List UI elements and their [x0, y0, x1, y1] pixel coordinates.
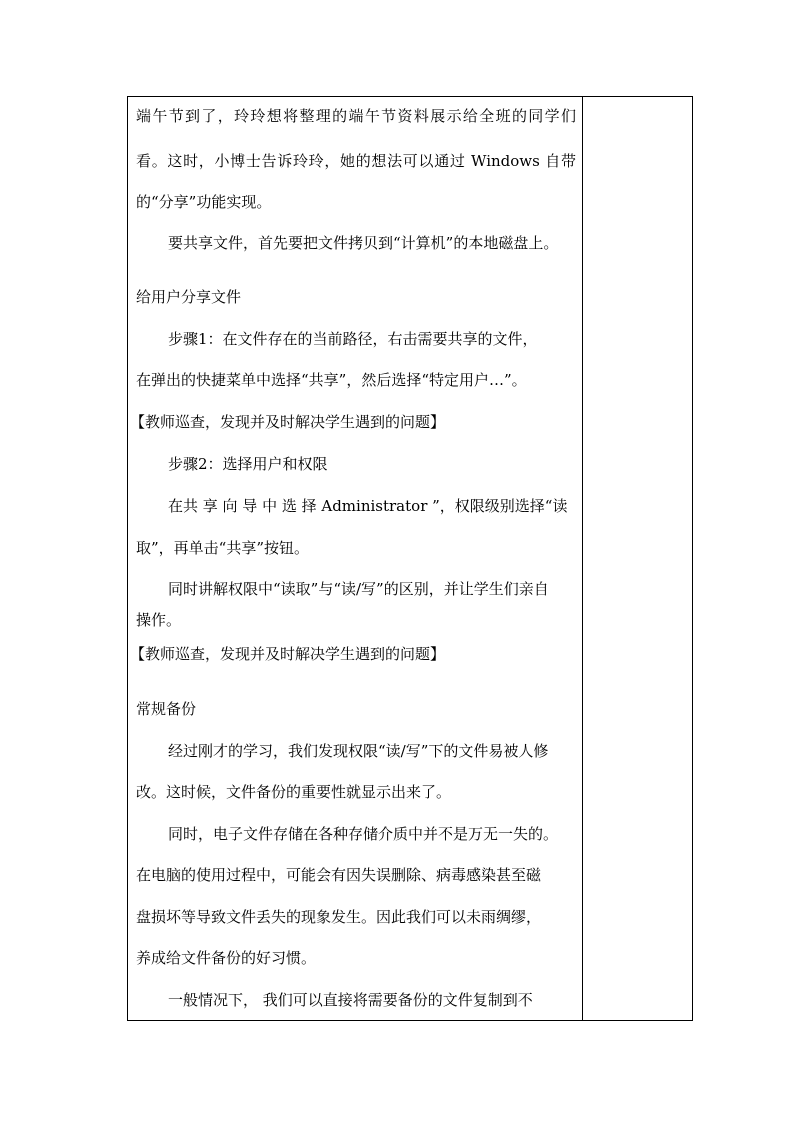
paragraph-line: 一般情况下， 我们可以直接将需要备份的文件复制到不 [168, 991, 533, 1009]
paragraph-line: 经过刚才的学习，我们发现权限“读/写”下的文件易被人修 [168, 742, 549, 760]
paragraph-line: 看。这时，小博士告诉玲玲，她的想法可以通过 Windows 自带 [136, 152, 576, 170]
paragraph-line: 取”，再单击“共享”按钮。 [136, 539, 310, 557]
section-heading: 常规备份 [136, 700, 197, 718]
teacher-note: 【教师巡查，发现并及时解决学生遇到的问题】 [130, 645, 446, 663]
paragraph-line: 要共享文件，首先要把文件拷贝到“计算机”的本地磁盘上。 [168, 234, 559, 252]
lesson-table [127, 96, 693, 1021]
paragraph-line: 步骤2：选择用户和权限 [168, 455, 328, 473]
paragraph-line: 在共 享 向 导 中 选 择 Administrator ”，权限级别选择“读 [168, 497, 568, 515]
paragraph-line: 的“分享”功能实现。 [136, 193, 272, 211]
teacher-note: 【教师巡查，发现并及时解决学生遇到的问题】 [130, 413, 446, 431]
paragraph-line: 在弹出的快捷菜单中选择“共享”，然后选择“特定用户…”。 [136, 371, 527, 389]
paragraph-line: 端午节到了，玲玲想将整理的端午节资料展示给全班的同学们 [136, 107, 576, 125]
paragraph-line: 改。这时候，文件备份的重要性就显示出来了。 [136, 783, 452, 801]
paragraph-line: 同时，电子文件存储在各种存储介质中并不是万无一失的。 [168, 825, 559, 843]
content-cell [128, 97, 582, 1020]
paragraph-line: 步骤1：在文件存在的当前路径，右击需要共享的文件， [168, 330, 538, 348]
paragraph-line: 养成给文件备份的好习惯。 [136, 949, 317, 967]
paragraph-line: 盘损坏等导致文件丢失的现象发生。因此我们可以未雨绸缪， [136, 908, 542, 926]
paragraph-line: 操作。 [136, 611, 182, 629]
section-heading: 给用户分享文件 [136, 288, 242, 306]
column-divider [582, 97, 583, 1020]
paragraph-line: 在电脑的使用过程中，可能会有因失误删除、病毒感染甚至磁 [136, 866, 542, 884]
paragraph-line: 同时讲解权限中“读取”与“读/写”的区别，并让学生们亲自 [168, 580, 549, 598]
